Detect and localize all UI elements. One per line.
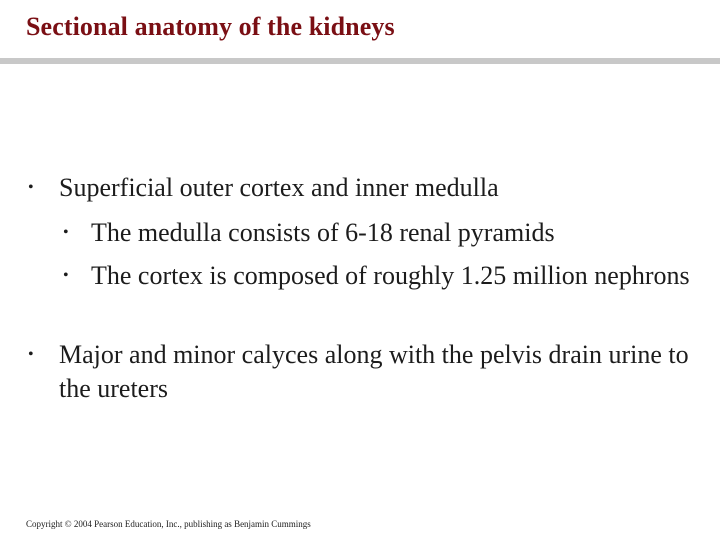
bullet-text: Major and minor calyces along with the pelvis drain urine to the ureters <box>59 340 689 403</box>
bullet-dot-icon: • <box>63 267 69 284</box>
copyright-notice: Copyright © 2004 Pearson Education, Inc., publishing as Benjamin Cummings <box>26 519 311 529</box>
bullet-dot-icon: • <box>28 179 34 196</box>
slide-title: Sectional anatomy of the kidneys <box>26 12 395 41</box>
title-divider <box>0 58 720 64</box>
bullet-item <box>63 216 701 250</box>
bullet-text: The cortex is composed of roughly 1.25 million nephrons <box>91 261 690 290</box>
bullet-item <box>28 171 699 205</box>
bullet-item <box>63 259 701 293</box>
bullet-text: Superficial outer cortex and inner medulla <box>59 173 499 202</box>
bullet-item <box>28 338 699 406</box>
bullet-dot-icon: • <box>63 224 69 241</box>
bullet-text: The medulla consists of 6-18 renal pyramids <box>91 218 555 247</box>
bullet-dot-icon: • <box>28 346 34 363</box>
